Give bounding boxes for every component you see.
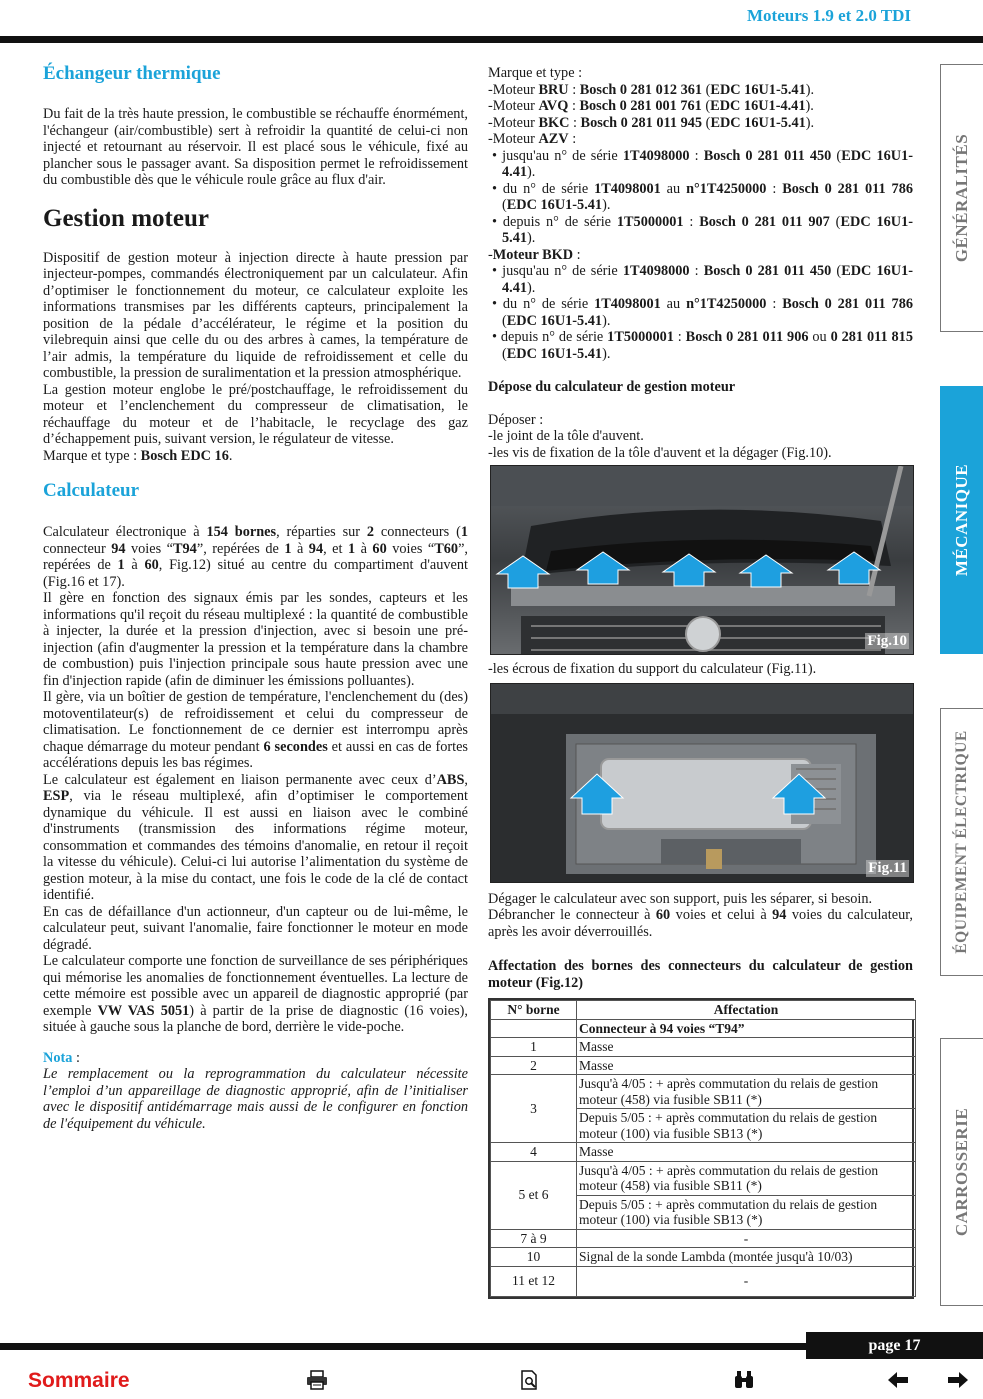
affectation-heading: Affectation des bornes des connecteurs du calculateur de gestion moteur (Fig.12) bbox=[488, 958, 913, 991]
figure-11-photo bbox=[490, 683, 914, 883]
depose-step-1: -le joint de la tôle d'auvent. bbox=[488, 428, 644, 444]
table-row bbox=[491, 1229, 916, 1248]
depose-step-3: -les écrous de fixation du support du calculateur (Fig.11). bbox=[488, 661, 817, 677]
paragraph-calc-2: Il gère en fonction des signaux émis par les sondes, capteurs et les informations qu'il reçoit du réseau multiplexé : la quantité de combustible à injecter, la durée et la pression d'injection, avec si besoin une pré-injection (afin d'augmenter la pression et la température dans la chambre de combustion) puis l'injection principale sous haute pression avec une fin d'injection rapide (afin de diminuer les émissions polluantes). bbox=[43, 590, 468, 689]
nota-text: Le remplacement ou la reprogrammation du calculateur nécessite l’emploi d’un appareillage de diagnostic approprié, afin de l’initialiser avec le dispositif antidémarrage mais aussi de le configurer en fonction de l'équipement du véhicule. bbox=[43, 1066, 468, 1132]
table-cell: Depuis 5/05 : + après commutation du relais de gestion moteur (100) via fusible SB13 (*) bbox=[577, 1195, 916, 1229]
moteur-azv: -Moteur AZV : bbox=[488, 131, 577, 147]
paragraph-calc-5: En cas de défaillance d'un actionneur, d'un capteur ou de lui-même, le calculateur peut, suivant l'anomalie, faire fonctionner le moteur en mode dégradé. bbox=[43, 903, 468, 953]
connector-label: Connecteur à 94 voies “T94” bbox=[577, 1019, 916, 1038]
figure-10-label: Fig.10 bbox=[867, 632, 907, 649]
table-row bbox=[491, 1056, 916, 1075]
table-cell: 5 et 6 bbox=[491, 1161, 577, 1229]
right-column bbox=[488, 65, 913, 1299]
tab-equipement-label: ÉQUIPEMENT ÉLECTRIQUE bbox=[953, 730, 970, 954]
table-cell: Masse bbox=[577, 1056, 916, 1075]
sommaire-link[interactable]: Sommaire bbox=[28, 1369, 130, 1392]
bkd-bullet-3: • depuis n° de série 1T5000001 : Bosch 0 281 011 906 ou 0 281 011 815 (EDC 16U1-5.41). bbox=[492, 329, 913, 362]
search-document-icon[interactable] bbox=[519, 1370, 541, 1390]
azv-bullet-3: • depuis n° de série 1T5000001 : Bosch 0 281 011 907 (EDC 16U1-5.41). bbox=[492, 213, 914, 246]
bkd-bullet-1: • jusqu'au n° de série 1T4098000 : Bosch 0 281 011 450 (EDC 16U1-4.41). bbox=[492, 263, 913, 296]
degager-text: Dégager le calculateur avec son support, puis les séparer, si besoin. bbox=[488, 890, 873, 907]
bkd-bullet-2: • du n° de série 1T4098001 au n°1T4250000 : Bosch 0 281 011 786 (EDC 16U1-5.41). bbox=[492, 296, 913, 329]
paragraph-calc-4: Le calculateur est également en liaison permanente avec ceux d’ABS, ESP, via le réseau multiplexé, afin d’optimiser le comportement dynamique du véhicule. Il est aussi en liaison avec le combiné d'instruments (transmission des informations régime moteur, consommation et commandes des témoins d'anomalie, en retour il reçoit la vitesse du véhicule). Celui-ci lui autorise l’alimentation du système de gestion moteur, à la mise du contact, une fois le code de la clé de contact identifié. bbox=[43, 771, 468, 903]
table-row bbox=[491, 1019, 916, 1038]
affectation-table bbox=[490, 1000, 916, 1297]
arrow-right-icon[interactable] bbox=[947, 1370, 969, 1390]
page-number: page 17 bbox=[806, 1332, 983, 1359]
tab-carrosserie-label: CARROSSERIE bbox=[952, 1107, 971, 1237]
moteur-avq: -Moteur AVQ : Bosch 0 281 001 761 (EDC 16U1-4.41). bbox=[488, 98, 814, 114]
deposer-label: Déposer : bbox=[488, 411, 544, 428]
figure-10-drawing bbox=[491, 466, 914, 655]
table-cell: 4 bbox=[491, 1143, 577, 1162]
debrancher-text: Débrancher le connecteur à 60 voies et celui à 94 voies du calculateur, après les avoir déverrouillés. bbox=[488, 907, 913, 940]
heading-gestion-moteur: Gestion moteur bbox=[43, 204, 209, 232]
table-cell: 1 bbox=[491, 1038, 577, 1057]
paragraph-calc-6: Le calculateur comporte une fonction de surveillance de ses périphériques qui mémorise les anomalies de fonctionnement éventuelles. La lecture de cette mémoire est possible avec un appareil de diagnostic approprié (par exemple VW VAS 5051) à partir de la prise de diagnostic (16 voies), située à gauche sous la planche de bord, derrière le vide-poche. bbox=[43, 953, 468, 1035]
nota-heading: Nota : bbox=[43, 1049, 80, 1066]
table-cell: - bbox=[577, 1229, 916, 1248]
table-cell: Jusqu'à 4/05 : + après commutation du relais de gestion moteur (458) via fusible SB11 (*) bbox=[577, 1075, 916, 1109]
figure-10-photo bbox=[490, 465, 914, 655]
marque-type-title: Marque et type : bbox=[488, 65, 583, 81]
paragraph-echangeur: Du fait de la très haute pression, le combustible se réchauffe énormément, l'échangeur (air/combustible) sert à refroidir la quantité de celui-ci non injecté et retournant au réservoir. Il est placé sous le véhicule, fixé au plancher sous le passager avant. Sa disposition permet le refroidissement du combustible dès que le véhicule roule grâce au flux d'air. bbox=[43, 106, 468, 188]
table-row bbox=[491, 1248, 916, 1267]
printer-icon[interactable] bbox=[306, 1370, 328, 1390]
running-header: Moteurs 1.9 et 2.0 TDI bbox=[747, 6, 911, 25]
table-cell: Signal de la sonde Lambda (montée jusqu'à 10/03) bbox=[577, 1248, 916, 1267]
arrow-left-icon[interactable] bbox=[887, 1370, 909, 1390]
left-column bbox=[43, 63, 468, 1132]
table-row bbox=[491, 1038, 916, 1057]
table-cell: Depuis 5/05 : + après commutation du relais de gestion moteur (100) via fusible SB13 (*) bbox=[577, 1109, 916, 1143]
table-row bbox=[491, 1161, 916, 1195]
table-cell: 10 bbox=[491, 1248, 577, 1267]
depose-step-2: -les vis de fixation de la tôle d'auvent et la dégager (Fig.10). bbox=[488, 444, 832, 461]
paragraph-calc-1: Calculateur électronique à 154 bornes, réparties sur 2 connecteurs (1 connecteur 94 voies “T94”, repérées de 1 à 94, et 1 à 60 voies “T60”, repérées de 1 à 60, Fig.12) situé au centre du compartiment d'auvent (Fig.16 et 17). bbox=[43, 524, 468, 590]
paragraph-gestion-2: La gestion moteur englobe le pré/postchauffage, le refroidissement du moteur et l’enclenchement du compresseur de climatisation, le réchauffage du moteur et de l’habitacle, le recyclage des gaz d’échappement puis, suivant version, le régulateur de vitesse. bbox=[43, 381, 468, 447]
paragraph-gestion-1: Dispositif de gestion moteur à injection directe à haute pression par injecteur-pompes, commandés électroniquement par un calculateur. Afin d’optimiser le fonctionnement du moteur, ce calculateur exploite les informations transmises par les différents capteurs, principalement la position de la pédale d’accélérateur, le régime et la position du vilebrequin ainsi que celle du ou des arbres à cames, la température de l’air admis, la température du liquide de refroidissement et celle du combustible, la pression de suralimentation et la pression atmosphérique. bbox=[43, 249, 468, 381]
moteur-bkd: -Moteur BKD : bbox=[488, 246, 581, 263]
heading-echangeur: Échangeur thermique bbox=[43, 63, 221, 84]
table-cell: 7 à 9 bbox=[491, 1229, 577, 1248]
table-row bbox=[491, 1075, 916, 1109]
table-row bbox=[491, 1143, 916, 1162]
figure-11-label: Fig.11 bbox=[868, 860, 907, 876]
table-cell: 11 et 12 bbox=[491, 1266, 577, 1296]
paragraph-calc-3: Il gère, via un boîtier de gestion de température, l'enclenchement du (des) motoventilateur(s) de refroidissement et celui du compresseur de climatisation. Le fonctionnement de ce dernier est interrompu après chaque démarrage du moteur pendant 6 secondes et aussi en cas de fortes accélérations depuis les bas régimes. bbox=[43, 689, 468, 771]
tab-mecanique[interactable] bbox=[940, 386, 983, 654]
top-rule bbox=[0, 36, 983, 43]
affectation-table-frame bbox=[488, 998, 914, 1299]
figure-11-drawing bbox=[491, 684, 914, 883]
azv-bullet-1: • jusqu'au n° de série 1T4098000 : Bosch 0 281 011 450 (EDC 16U1-4.41). bbox=[492, 147, 913, 180]
column-header-borne: N° borne bbox=[491, 1001, 577, 1020]
tab-equipement-electrique[interactable] bbox=[940, 708, 983, 976]
table-cell: 2 bbox=[491, 1056, 577, 1075]
column-header-affectation: Affectation bbox=[577, 1001, 916, 1020]
table-cell: Jusqu'à 4/05 : + après commutation du relais de gestion moteur (458) via fusible SB11 (*) bbox=[577, 1161, 916, 1195]
footer-navigation bbox=[0, 1365, 983, 1397]
tab-generalites-label: GÉNÉRALITÉS bbox=[952, 133, 971, 263]
tab-carrosserie[interactable] bbox=[940, 1038, 983, 1306]
table-row bbox=[491, 1266, 916, 1296]
binoculars-icon[interactable] bbox=[733, 1370, 755, 1390]
moteur-bru: -Moteur BRU : Bosch 0 281 012 361 (EDC 16U1-5.41). bbox=[488, 81, 815, 98]
table-cell: - bbox=[577, 1266, 916, 1296]
azv-bullet-2: • du n° de série 1T4098001 au n°1T4250000 : Bosch 0 281 011 786 (EDC 16U1-5.41). bbox=[492, 180, 913, 213]
heading-calculateur: Calculateur bbox=[43, 480, 140, 501]
table-cell: Masse bbox=[577, 1143, 916, 1162]
table-cell: 3 bbox=[491, 1075, 577, 1143]
tab-mecanique-label: MÉCANIQUE bbox=[952, 463, 971, 577]
paragraph-marque: Marque et type : Bosch EDC 16. bbox=[43, 447, 233, 464]
tab-generalites[interactable] bbox=[940, 64, 983, 332]
table-cell: Masse bbox=[577, 1038, 916, 1057]
table-header-row bbox=[491, 1001, 916, 1020]
depose-heading: Dépose du calculateur de gestion moteur bbox=[488, 379, 736, 395]
moteur-bkc: -Moteur BKC : Bosch 0 281 011 945 (EDC 16U1-5.41). bbox=[488, 114, 815, 131]
